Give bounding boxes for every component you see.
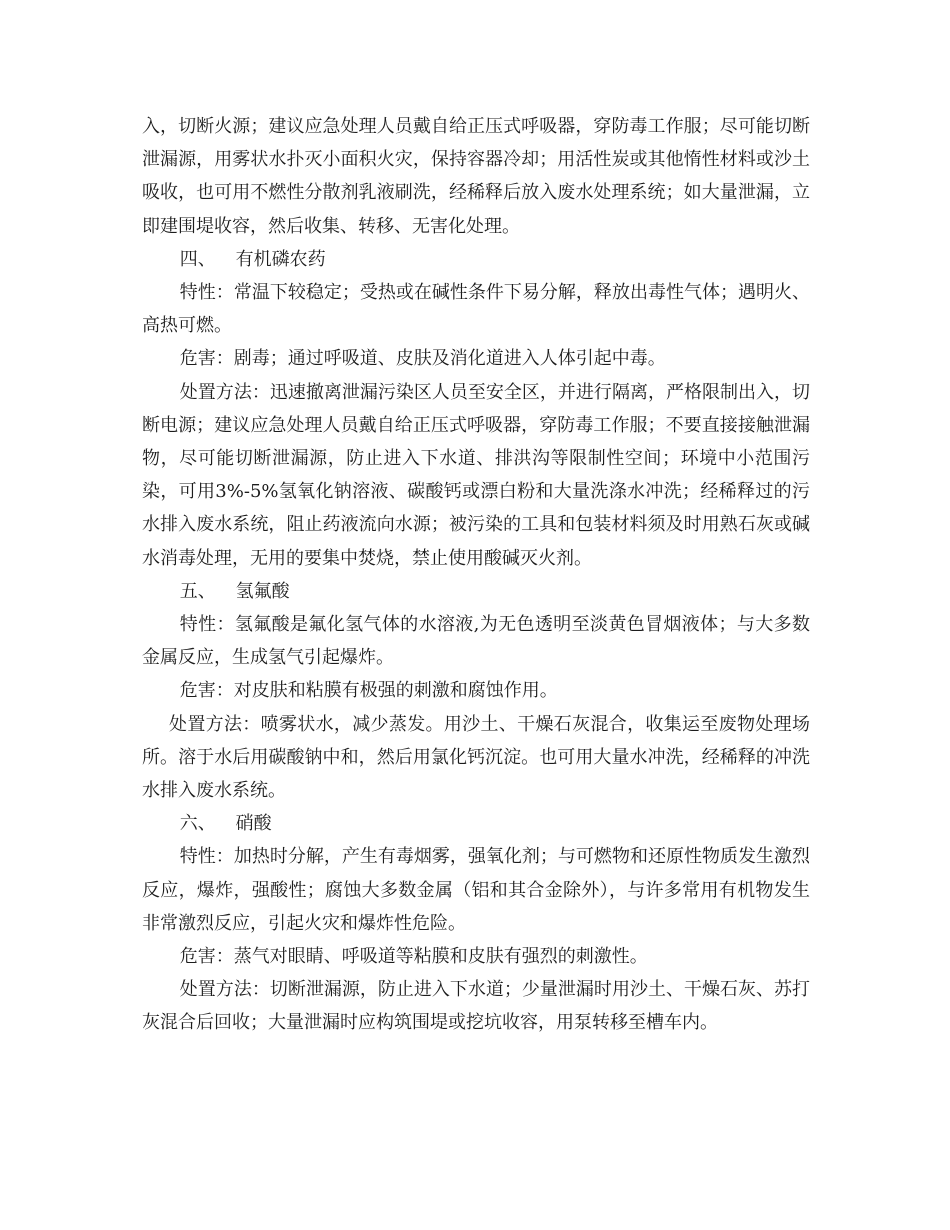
section-number: 五、 — [179, 580, 216, 602]
section-heading-6 — [142, 807, 810, 840]
document-body — [142, 110, 810, 1040]
section-6-method: 处置方法：切断泄漏源，防止进入下水道；少量泄漏时用沙土、干燥石灰、苏打灰混合后回收；大量泄漏时应构筑围堤或挖坑收容，用泵转移至槽车内。 — [142, 979, 810, 1034]
section-4-method: 处置方法：迅速撤离泄漏污染区人员至安全区，并进行隔离，严格限制出入，切断电源；建议应急处理人员戴自给正压式呼吸器，穿防毒工作服；不要直接接触泄漏物，尽可能切断泄漏源，防止进入下水道、排洪沟等限制性空间；环境中小范围污染，可用3%-5%氢氧化钠溶液、碳酸钙或漂白粉和大量洗涤水冲洗；经稀释过的污水排入废水系统，阻止药液流向水源；被污染的工具和包装材料须及时用熟石灰或碱水消毒处理，无用的要集中焚烧，禁止使用酸碱灭火剂。 — [142, 381, 810, 569]
section-6-trait: 特性：加热时分解，产生有毒烟雾，强氧化剂；与可燃物和还原性物质发生激烈反应，爆炸，强酸性；腐蚀大多数金属（铝和其合金除外），与许多常用有机物发生非常激烈反应，引起火灾和爆炸性危险。 — [142, 846, 810, 934]
section-number: 四、 — [179, 248, 216, 270]
section-6-harm: 危害：蒸气对眼睛、呼吸道等粘膜和皮肤有强烈的刺激性。 — [179, 946, 648, 968]
section-title: 氢氟酸 — [235, 580, 290, 602]
section-title: 硝酸 — [235, 813, 272, 835]
section-heading-5 — [142, 575, 810, 608]
section-title: 有机磷农药 — [235, 248, 326, 270]
paragraph-continuation: 入，切断火源；建议应急处理人员戴自给正压式呼吸器，穿防毒工作服；尽可能切断泄漏源，用雾状水扑灭小面积火灾，保持容器冷却；用活性炭或其他惰性材料或沙土吸收，也可用不燃性分散剂乳液刷洗，经稀释后放入废水处理系统；如大量泄漏，立即建围堤收容，然后收集、转移、无害化处理。 — [142, 116, 810, 237]
section-4-trait: 特性：常温下较稳定；受热或在碱性条件下易分解，释放出毒性气体；遇明火、高热可燃。 — [142, 282, 810, 337]
section-5-trait: 特性：氢氟酸是氟化氢气体的水溶液,为无色透明至淡黄色冒烟液体；与大多数金属反应，生成氢气引起爆炸。 — [142, 614, 810, 669]
section-4-harm: 危害：剧毒；通过呼吸道、皮肤及消化道进入人体引起中毒。 — [179, 348, 666, 370]
section-5-harm: 危害：对皮肤和粘膜有极强的刺激和腐蚀作用。 — [179, 680, 558, 702]
section-heading-4 — [142, 243, 810, 276]
section-number: 六、 — [179, 813, 216, 835]
section-5-method: 处置方法：喷雾状水，减少蒸发。用沙土、干燥石灰混合，收集运至废物处理场所。溶于水后用碳酸钠中和，然后用氯化钙沉淀。也可用大量水冲洗，经稀释的冲洗水排入废水系统。 — [142, 713, 810, 802]
